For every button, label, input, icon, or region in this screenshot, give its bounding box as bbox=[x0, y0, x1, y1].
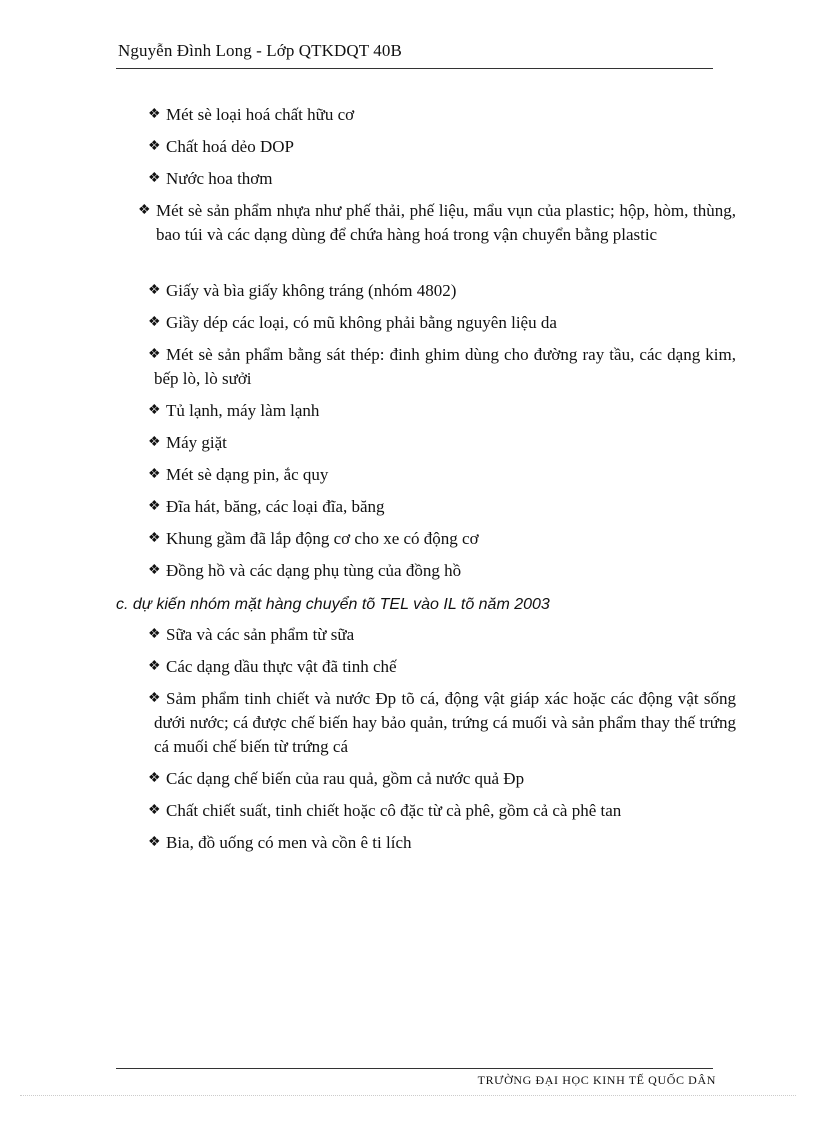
header-divider bbox=[116, 68, 713, 69]
diamond-bullet-icon: ❖ bbox=[148, 171, 161, 186]
list-item-text: Đồng hồ và các dạng phụ tùng của đồng hồ bbox=[166, 561, 462, 580]
list-item-text: Sữa và các sản phẩm từ sữa bbox=[166, 625, 355, 644]
list-item bbox=[148, 399, 736, 423]
diamond-bullet-icon: ❖ bbox=[148, 139, 161, 154]
list-item bbox=[148, 135, 736, 159]
footer-divider bbox=[116, 1068, 713, 1069]
diamond-bullet-icon: ❖ bbox=[148, 347, 161, 362]
list-item bbox=[148, 687, 736, 759]
list-item-text: Khung gầm đã lắp động cơ cho xe có động cơ bbox=[166, 529, 479, 548]
list-item bbox=[148, 495, 736, 519]
diamond-bullet-icon: ❖ bbox=[148, 563, 161, 578]
list-item bbox=[148, 279, 736, 303]
list-item bbox=[148, 655, 736, 679]
list-item-text: Các dạng dầu thực vật đã tinh chế bbox=[166, 657, 397, 676]
list-item bbox=[148, 311, 736, 335]
list-item-text: Nước hoa thơm bbox=[166, 169, 273, 188]
list-item-text: Đĩa hát, băng, các loại đĩa, băng bbox=[166, 497, 385, 516]
list-item bbox=[148, 559, 736, 583]
diamond-bullet-icon: ❖ bbox=[148, 403, 161, 418]
diamond-bullet-icon: ❖ bbox=[138, 203, 151, 218]
section-heading-c: c. dự kiến nhóm mặt hàng chuyển tõ TEL vào IL tõ năm 2003 bbox=[116, 596, 550, 613]
diamond-bullet-icon: ❖ bbox=[148, 315, 161, 330]
diamond-bullet-icon: ❖ bbox=[148, 803, 161, 818]
list-item bbox=[148, 103, 736, 127]
list-item-text: Sảm phẩm tinh chiết và nước Đp tõ cá, động vật giáp xác hoặc các động vật sống dưới nước; cá được chế biến hay bảo quản, trứng cá muối và sản phẩm thay thế trứng cá muối chế biến từ trứng cá bbox=[154, 689, 736, 756]
diamond-bullet-icon: ❖ bbox=[148, 283, 161, 298]
list-item bbox=[148, 431, 736, 455]
list-item bbox=[148, 767, 736, 791]
list-item-text: Bia, đồ uống có men và cồn ê ti lích bbox=[166, 833, 412, 852]
list-item bbox=[148, 623, 736, 647]
list-item-text: Mét sè loại hoá chất hữu cơ bbox=[166, 105, 355, 124]
list-item-text: Giấy và bìa giấy không tráng (nhóm 4802) bbox=[166, 281, 457, 300]
list-item bbox=[148, 167, 736, 191]
diamond-bullet-icon: ❖ bbox=[148, 467, 161, 482]
diamond-bullet-icon: ❖ bbox=[148, 107, 161, 122]
list-item bbox=[148, 463, 736, 487]
diamond-bullet-icon: ❖ bbox=[148, 659, 161, 674]
diamond-bullet-icon: ❖ bbox=[148, 499, 161, 514]
diamond-bullet-icon: ❖ bbox=[148, 835, 161, 850]
list-item-text: Chất chiết suất, tinh chiết hoặc cô đặc từ cà phê, gồm cả cà phê tan bbox=[166, 801, 622, 820]
list-item-text: Máy giặt bbox=[166, 433, 227, 452]
list-item bbox=[148, 527, 736, 551]
list-item bbox=[148, 799, 736, 823]
list-item-text: Chất hoá dẻo DOP bbox=[166, 137, 294, 156]
page-bottom-edge bbox=[20, 1095, 796, 1096]
list-item-text: Mét sè dạng pin, ắc quy bbox=[166, 465, 329, 484]
diamond-bullet-icon: ❖ bbox=[148, 531, 161, 546]
list-item-text: Mét sè sản phẩm nhựa như phế thải, phế liệu, mẩu vụn của plastic; hộp, hòm, thùng, bao túi và các dạng dùng để chứa hàng hoá trong vận chuyển bằng plastic bbox=[156, 201, 736, 244]
list-item-text: Mét sè sản phẩm bằng sát thép: đinh ghim dùng cho đường ray tầu, các dạng kim, bếp lò, lò sưởi bbox=[154, 345, 736, 388]
list-item bbox=[138, 199, 736, 247]
diamond-bullet-icon: ❖ bbox=[148, 627, 161, 642]
diamond-bullet-icon: ❖ bbox=[148, 691, 161, 706]
list-item-text: Các dạng chế biến của rau quả, gồm cả nước quả Đp bbox=[166, 769, 525, 788]
list-item-text: Giầy dép các loại, có mũ không phải bằng nguyên liệu da bbox=[166, 313, 557, 332]
diamond-bullet-icon: ❖ bbox=[148, 435, 161, 450]
diamond-bullet-icon: ❖ bbox=[148, 771, 161, 786]
list-item-text: Tủ lạnh, máy làm lạnh bbox=[166, 401, 320, 420]
list-item bbox=[148, 831, 736, 855]
page-header-title: Nguyễn Đình Long - Lớp QTKDQT 40B bbox=[118, 41, 402, 60]
page-footer-text: TRƯỜNG ĐẠI HỌC KINH TẾ QUỐC DÂN bbox=[477, 1073, 716, 1087]
list-item bbox=[148, 343, 736, 391]
